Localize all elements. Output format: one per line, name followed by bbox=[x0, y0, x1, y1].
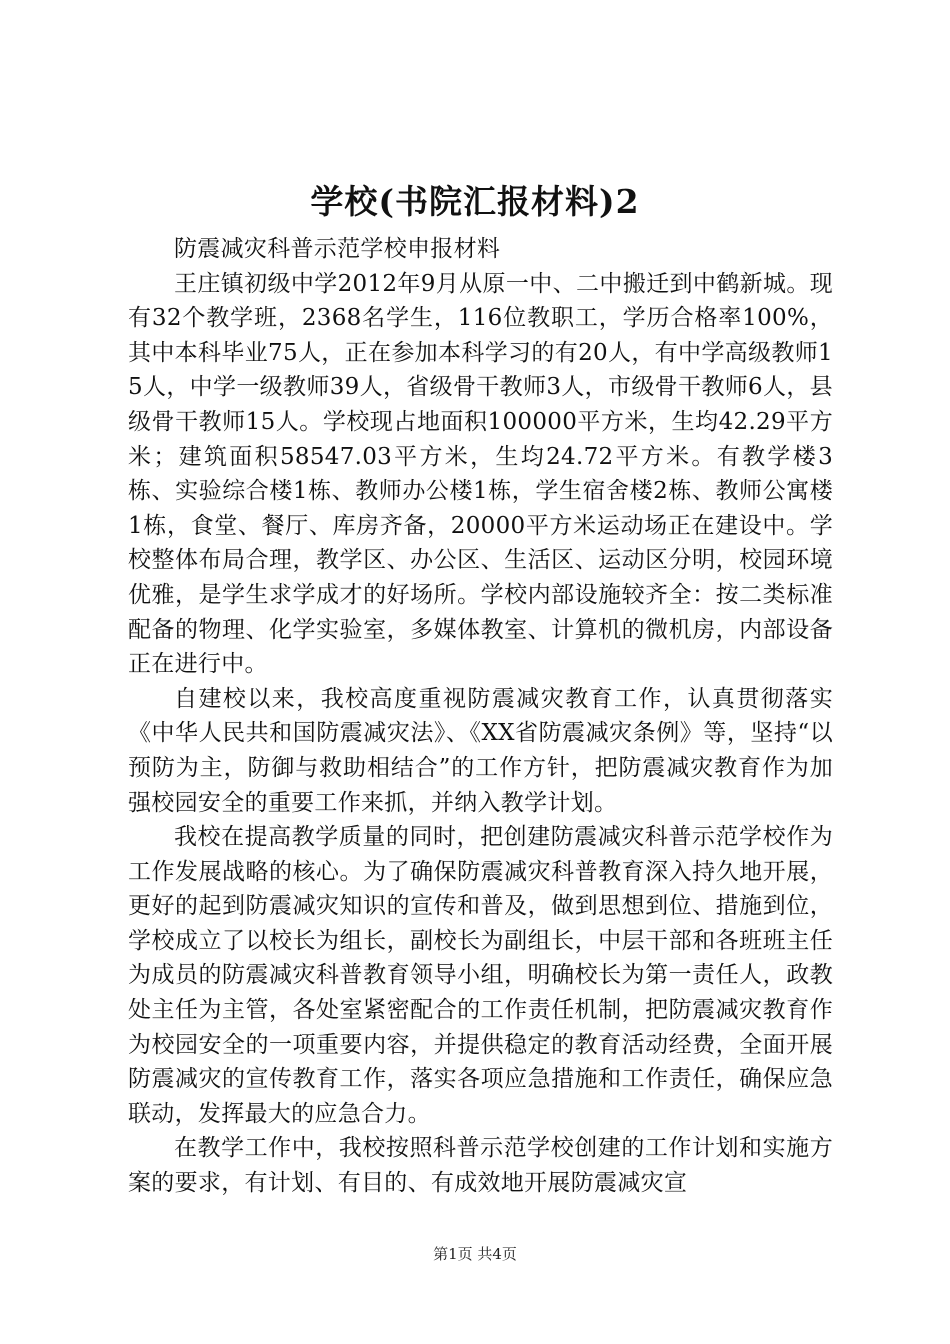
teaching-paragraph: 在教学工作中，我校按照科普示范学校创建的工作计划和实施方案的要求，有计划、有目的、有成效地开展防震减灾宣 bbox=[128, 1135, 833, 1197]
organization-paragraph: 我校在提高教学质量的同时，把创建防震减灾科普示范学校作为工作发展战略的核心。为了确保防震减灾科普教育深入持久地开展，更好的起到防震减灾知识的宣传和普及，做到思想到位、措施到位，学校成立了以校长为组长，副校长为副组长，中层干部和各班班主任为成员的防震减灾科普教育领导小组，明确校长为第一责任人，政教处主任为主管，各处室紧密配合的工作责任机制，把防震减灾教育作为校园安全的一项重要内容，并提供稳定的教育活动经费，全面开展防震减灾的宣传教育工作，落实各项应急措施和工作责任，确保应急联动，发挥最大的应急合力。 bbox=[128, 824, 833, 1127]
document-body bbox=[128, 232, 833, 1201]
subtitle-paragraph: 防震减灾科普示范学校申报材料 bbox=[174, 236, 501, 262]
page-footer: 第1页 共4页 bbox=[433, 1245, 517, 1263]
document-title: 学校(书院汇报材料)2 bbox=[310, 182, 640, 221]
policy-paragraph: 自建校以来，我校高度重视防震减灾教育工作，认真贯彻落实《中华人民共和国防震减灾法》、《XX省防震减灾条例》等，坚持“以预防为主，防御与救助相结合”的工作方针，把防震减灾教育作为加强校园安全的重要工作来抓，并纳入教学计划。 bbox=[128, 685, 833, 816]
school-overview-paragraph: 王庄镇初级中学2012年9月从原一中、二中搬迁到中鹤新城。现有32个教学班，2368名学生，116位教职工，学历合格率100%，其中本科毕业75人，正在参加本科学习的有20人，有中学高级教师15人，中学一级教师39人，省级骨干教师3人，市级骨干教师6人，县级骨干教师15人。学校现占地面积100000平方米，生均42.29平方米；建筑面积58547.03平方米，生均24.72平方米。有教学楼3栋、实验综合楼1栋、教师办公楼1栋，学生宿舍楼2栋、教师公寓楼1栋，食堂、餐厅、库房齐备，20000平方米运动场正在建设中。学校整体布局合理，教学区、办公区、生活区、运动区分明，校园环境优雅，是学生求学成才的好场所。学校内部设施较齐全：按二类标准配备的物理、化学实验室，多媒体教室、计算机的微机房，内部设备正在进行中。 bbox=[128, 270, 833, 678]
